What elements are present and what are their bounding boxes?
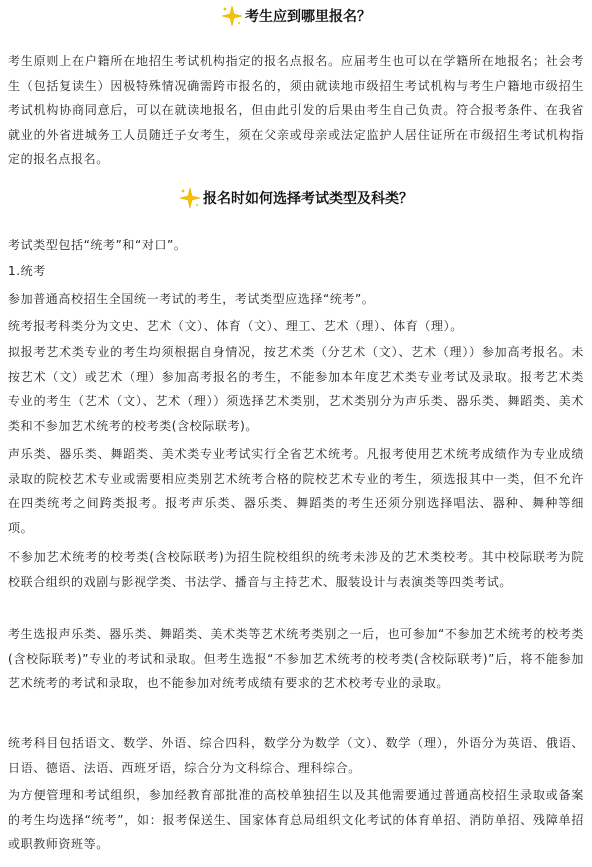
section1-heading	[0, 4, 592, 28]
section1-title: 考生应到哪里报名？	[245, 9, 371, 25]
paragraph-categories: 统考报考科类分为文史、艺术（文）、体育（文）、理工、艺术（理）、体育（理）。	[8, 319, 463, 333]
sparkle-star-icon	[179, 187, 201, 209]
section2-title: 报名时如何选择考试类型及科类？	[203, 191, 413, 207]
paragraph-art-selection: 考生选报声乐类、器乐类、舞蹈类、美术类等艺术统考类别之一后，也可参加“不参加艺术统考的校考类(含校际联考)”专业的考试和录取。但考生选报“不参加艺术统考的校考类(含校际联考)”后，将不能参加艺术统考的考试和录取，也不能参加对统考成绩有要求的艺术校考专业的录取。	[8, 627, 584, 690]
paragraph-art-unified-exam: 声乐类、器乐类、舞蹈类、美术类专业考试实行全省艺术统考。凡报考使用艺术统考成绩作为专业成绩录取的院校艺术专业或需要相应类别艺术统考合格的院校艺术专业的考生，须选报其中一类，但不允许在四类统考之间跨类报考。报考声乐类、器乐类、舞蹈类的考生还须分别选择唱法、器种、舞种等细项。	[8, 447, 584, 535]
paragraph-management: 为方便管理和考试组织，参加经教育部批准的高校单独招生以及其他需要通过普通高校招生录取或备案的考生均选择“统考”，如：报考保送生、国家体育总局组织文化考试的体育单招、消防单招、残障单招或职教师资班等。	[8, 788, 584, 851]
paragraph-art-registration: 拟报考艺术类专业的考生均须根据自身情况，按艺术类（分艺术（文）、艺术（理））参加高考报名。未按艺术（文）或艺术（理）参加高考报名的考生，不能参加本年度艺术类专业考试及录取。报考艺术类专业的考生（艺术（文）、艺术（理））须选择艺术类别，艺术类别分为声乐类、器乐类、舞蹈类、美术类和不参加艺术统考的校考类(含校际联考)。	[8, 345, 584, 433]
paragraph-unified-heading: 1.统考	[8, 264, 46, 278]
section1-paragraph: 考生原则上在户籍所在地招生考试机构指定的报名点报名。应届考生也可以在学籍所在地报名；社会考生（包括复读生）因极特殊情况确需跨市报名的，须由就读地市级招生考试机构与考生户籍地市级招生考试机构协商同意后，可以在就读地报名，但由此引发的后果由考生自己负责。符合报考条件、在我省就业的外省进城务工人员随迁子女考生，须在父亲或母亲或法定监护人居住证所在市级招生考试机构指定的报名点报名。	[8, 54, 584, 166]
paragraph-exam-types: 考试类型包括“统考”和“对口”。	[8, 238, 187, 252]
section2-heading	[0, 186, 592, 210]
paragraph-subjects: 统考科目包括语文、数学、外语、综合四科，数学分为数学（文）、数学（理），外语分为英语、俄语、日语、德语、法语、西班牙语，综合分为文科综合、理科综合。	[8, 736, 584, 775]
paragraph-unified-choice: 参加普通高校招生全国统一考试的考生，考试类型应选择“统考”。	[8, 292, 375, 306]
sparkle-star-icon	[221, 5, 243, 27]
paragraph-school-exam: 不参加艺术统考的校考类(含校际联考)为招生院校组织的统考未涉及的艺术类校考。其中校际联考为院校联合组织的戏剧与影视学类、书法学、播音与主持艺术、服装设计与表演类等四类考试。	[8, 550, 584, 589]
